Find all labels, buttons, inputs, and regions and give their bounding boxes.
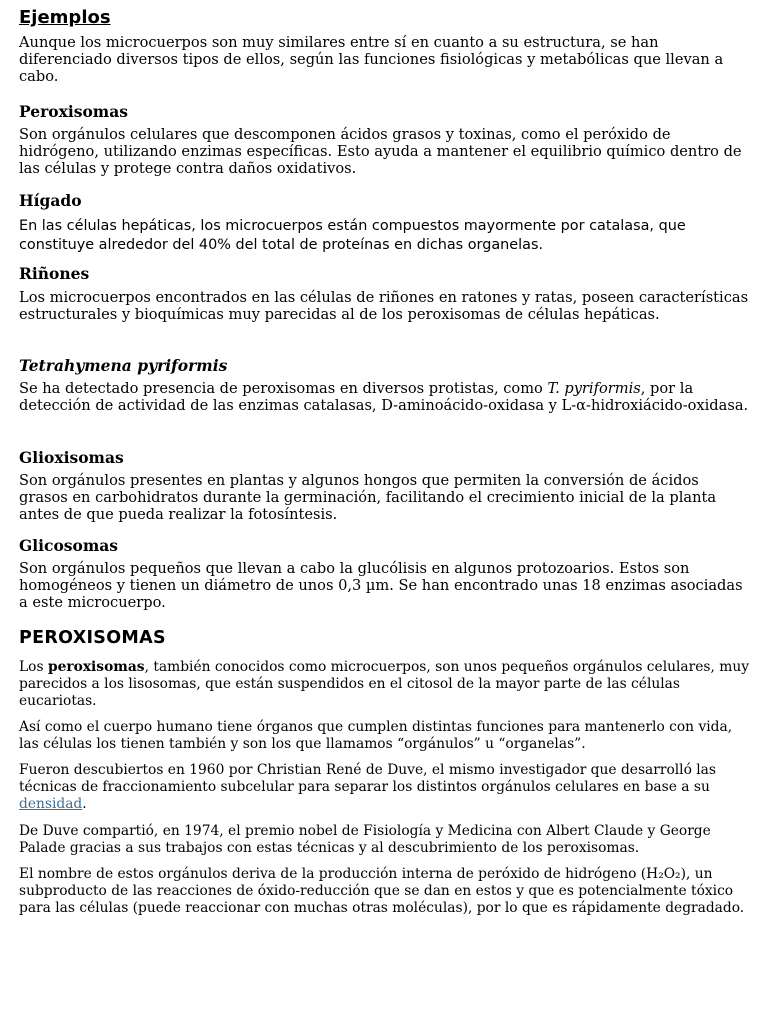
section-heading-peroxisomas: PEROXISOMAS: [19, 628, 166, 648]
section2-paragraph-5: El nombre de estos orgánulos deriva de la producción interna de peróxido de hidrógeno (H₂O₂), un subproducto de las reacciones de óxido-reducción que se dan en estos y que es potencialmente tóxico para las células (puede reaccionar con muchas otras moléculas), por lo que es rápidamente degradado.: [19, 866, 745, 916]
ejemplos-intro-paragraph: Aunque los microcuerpos son muy similares entre sí en cuanto a su estructura, se han diferenciado diversos tipos de ellos, según las funciones fisiológicas y metabólicas que llevan a cabo.: [19, 34, 724, 86]
glioxisomas-text-block: [19, 472, 749, 524]
section2-p3-after: .: [82, 795, 87, 812]
tetrahymena-text-after: , por la detección de actividad de las enzimas catalasas, D-aminoácido-oxidasa y L-α-hidroxiácido-oxidasa.: [19, 380, 749, 415]
glicosomas-paragraph: Son orgánulos pequeños que llevan a cabo la glucólisis en algunos protozoarios. Estos son homogéneos y tienen un diámetro de unos 0,3 µm. Se han encontrado unas 18 enzimas asociadas a este microcuerpo.: [19, 560, 743, 612]
ejemplos-intro-block: [19, 34, 749, 86]
higado-paragraph: En las células hepáticas, los microcuerpos están compuestos mayormente por catalasa, que constituye alrededor del 40% del total de proteínas en dichas organelas.: [19, 218, 686, 253]
section2-p4-block: [19, 823, 749, 857]
rinones-block: [19, 264, 749, 283]
tetrahymena-block: [19, 356, 749, 375]
densidad-link[interactable]: densidad: [19, 795, 83, 812]
subheading-peroxisomas: Peroxisomas: [19, 102, 128, 121]
glioxisomas-paragraph: Son orgánulos presentes en plantas y algunos hongos que permiten la conversión de ácidos grasos en carbohidratos durante la germinación, facilitando el crecimiento inicial de la planta antes de que pueda realizar la fotosíntesis.: [19, 472, 717, 524]
rinones-paragraph: Los microcuerpos encontrados en las células de riñones en ratones y ratas, poseen características estructurales y bioquímicas muy parecidas al de los peroxisomas de células hepáticas.: [19, 289, 749, 324]
section2-p3-block: [19, 762, 749, 812]
peroxisomas-section-heading-block: [19, 628, 749, 648]
section2-paragraph-1: [19, 659, 749, 709]
peroxisomas-block: [19, 102, 749, 121]
section2-paragraph-2: Así como el cuerpo humano tiene órganos que cumplen distintas funciones para mantenerlo con vida, las células los tienen también y son los que llamamos “orgánulos” u “organelas”.: [19, 719, 733, 752]
higado-text-block: [19, 217, 749, 255]
section2-paragraph-4: De Duve compartió, en 1974, el premio nobel de Fisiología y Medicina con Albert Claude y George Palade gracias a sus trabajos con estas técnicas y al descubrimiento de los peroxisomas.: [19, 823, 711, 856]
section2-p5-block: [19, 866, 749, 916]
tetrahymena-text-block: [19, 380, 749, 414]
subheading-higado: Hígado: [19, 191, 82, 210]
higado-block: [19, 191, 749, 210]
section2-paragraph-3: [19, 762, 749, 812]
glicosomas-text-block: [19, 560, 749, 612]
glioxisomas-block: [19, 448, 749, 467]
rinones-text-block: [19, 289, 749, 323]
section2-p1-after: , también conocidos como microcuerpos, son unos pequeños orgánulos celulares, muy parecidos a los lisosomas, que están suspendidos en el citosol de la mayor parte de las células eucariotas.: [19, 659, 750, 709]
peroxisomas-paragraph: Son orgánulos celulares que descomponen ácidos grasos y toxinas, como el peróxido de hidrógeno, utilizando enzimas específicas. Esto ayuda a mantener el equilibrio químico dentro de las células y protege contra daños oxidativos.: [19, 126, 742, 178]
subheading-tetrahymena: Tetrahymena pyriformis: [19, 356, 228, 375]
section2-p2-block: [19, 719, 749, 753]
peroxisomas-text-block: [19, 126, 749, 178]
section2-p1-block: [19, 659, 749, 709]
tetrahymena-paragraph: [19, 380, 749, 414]
section2-p1-bold: peroxisomas: [47, 659, 145, 675]
subheading-glioxisomas: Glioxisomas: [19, 448, 124, 467]
section2-p3-before: Fueron descubiertos en 1960 por Christian René de Duve, el mismo investigador que desarrolló las técnicas de fraccionamiento subcelular para separar los distintos orgánulos celulares en base a su: [19, 762, 716, 795]
tetrahymena-text-before: Se ha detectado presencia de peroxisomas en diversos protistas, como: [19, 380, 548, 397]
section-heading-ejemplos: Ejemplos: [19, 7, 111, 28]
tetrahymena-text-italic: T. pyriformis: [547, 380, 641, 397]
glicosomas-block: [19, 536, 749, 555]
section2-p1-before: Los: [19, 659, 48, 675]
subheading-rinones: Riñones: [19, 264, 90, 283]
subheading-glicosomas: Glicosomas: [19, 536, 119, 555]
